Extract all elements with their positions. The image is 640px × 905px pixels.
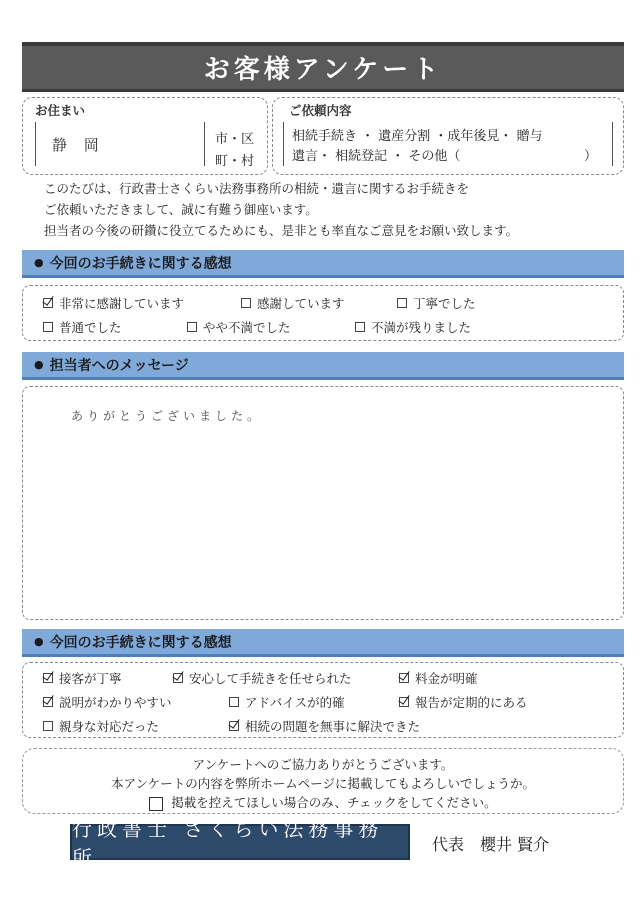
request-options-line2: 遺言・ 相続登記 ・ その他（ — [292, 149, 461, 164]
impression2-options — [22, 662, 624, 738]
address-field[interactable] — [35, 122, 205, 166]
footer-instruction: 掲載を控えてほしい場合のみ、チェックをしてください。 — [171, 795, 497, 810]
section-title: 今回のお手続きに関する感想 — [49, 255, 232, 272]
option-normal[interactable] — [43, 318, 122, 336]
bullet-icon: ● — [34, 635, 44, 648]
option-label: 丁寧でした — [413, 296, 476, 311]
checkbox[interactable] — [43, 322, 53, 332]
option-resolved[interactable] — [229, 717, 420, 735]
option-polite[interactable] — [397, 294, 476, 312]
intro-line: 担当者の今後の研鑽に役立てるためにも、是非とも率直なご意見をお願い致します。 — [44, 223, 519, 238]
option-label: 親身な対応だった — [59, 719, 160, 734]
option-polite-service[interactable] — [43, 669, 122, 687]
checkbox[interactable] — [187, 322, 197, 332]
office-name: 行政書士 さくらい法務事務所 — [72, 817, 384, 870]
footer-thanks: アンケートへのご協力ありがとうございます。 — [192, 757, 454, 772]
option-grateful[interactable] — [241, 294, 345, 312]
section-title: 今回のお手続きに関する感想 — [49, 634, 232, 651]
section-impression2-header — [22, 629, 624, 657]
option-label: 感謝しています — [257, 296, 345, 311]
option-label: 不満が残りました — [371, 320, 472, 335]
request-label: ご依頼内容 — [289, 103, 352, 118]
checkbox-checked[interactable] — [229, 721, 239, 731]
option-very-grateful[interactable] — [43, 294, 184, 312]
publish-opt-out-checkbox[interactable] — [149, 797, 163, 811]
address-label: お住まい — [35, 103, 86, 118]
intro-line: ご依頼いただきまして、誠に有難う御座います。 — [44, 202, 318, 217]
option-label: 説明がわかりやすい — [59, 695, 172, 710]
checkbox-checked[interactable] — [43, 673, 53, 683]
intro-line: このたびは、行政書士さくらい法務事務所の相続・遺言に関するお手続きを — [44, 181, 470, 196]
address-suffix-city: 市・区 — [215, 132, 255, 147]
option-reassured[interactable] — [173, 669, 352, 687]
option-label: 接客が丁寧 — [59, 671, 122, 686]
option-label: 報告が定期的にある — [415, 695, 528, 710]
section-impression-header — [22, 250, 624, 278]
message-text: ありがとうございました。 — [71, 409, 264, 423]
message-box[interactable] — [22, 386, 624, 620]
representative-name: 代表 櫻井 賢介 — [432, 835, 550, 854]
request-field[interactable] — [283, 122, 613, 166]
checkbox[interactable] — [229, 697, 239, 707]
footer-box — [22, 748, 624, 814]
option-caring[interactable] — [43, 717, 159, 735]
footer-check-row — [23, 793, 623, 812]
option-slightly-dissatisfied[interactable] — [187, 318, 291, 336]
section-message-header — [22, 352, 624, 380]
bullet-icon: ● — [34, 358, 44, 371]
checkbox[interactable] — [43, 721, 53, 731]
bullet-icon: ● — [34, 256, 44, 269]
option-regular-reports[interactable] — [399, 693, 528, 711]
request-other-close: ） — [584, 149, 598, 164]
request-box — [272, 97, 624, 175]
option-label: やや不満でした — [203, 320, 291, 335]
option-clear-fees[interactable] — [399, 669, 478, 687]
option-label: 料金が明確 — [415, 671, 478, 686]
checkbox-checked[interactable] — [173, 673, 183, 683]
office-name-plate — [70, 817, 410, 870]
address-box — [22, 97, 268, 175]
checkbox[interactable] — [355, 322, 365, 332]
option-label: アドバイスが的確 — [245, 695, 345, 710]
intro-text — [44, 178, 624, 241]
address-suffix-town: 町・村 — [215, 154, 255, 169]
checkbox-checked[interactable] — [43, 298, 53, 308]
option-label: 普通でした — [59, 320, 122, 335]
option-dissatisfied[interactable] — [355, 318, 471, 336]
option-label: 安心して手続きを任せられた — [189, 671, 352, 686]
option-good-advice[interactable] — [229, 693, 345, 711]
checkbox-checked[interactable] — [399, 673, 409, 683]
option-clear-explanation[interactable] — [43, 693, 172, 711]
option-label: 非常に感謝しています — [59, 296, 185, 311]
checkbox-checked[interactable] — [43, 697, 53, 707]
address-value: 静 岡 — [52, 136, 105, 154]
footer-question: 本アンケートの内容を弊所ホームページに掲載してもよろしいでしょうか。 — [110, 776, 535, 791]
checkbox-checked[interactable] — [399, 697, 409, 707]
impression-options — [22, 285, 624, 341]
request-options-line1: 相続手続き ・ 遺産分割 ・成年後見・ 贈与 — [292, 129, 543, 144]
option-label: 相続の問題を無事に解決できた — [245, 719, 421, 734]
checkbox[interactable] — [241, 298, 251, 308]
checkbox[interactable] — [397, 298, 407, 308]
page-title: お客様アンケート — [22, 42, 624, 92]
section-title: 担当者へのメッセージ — [49, 357, 189, 374]
